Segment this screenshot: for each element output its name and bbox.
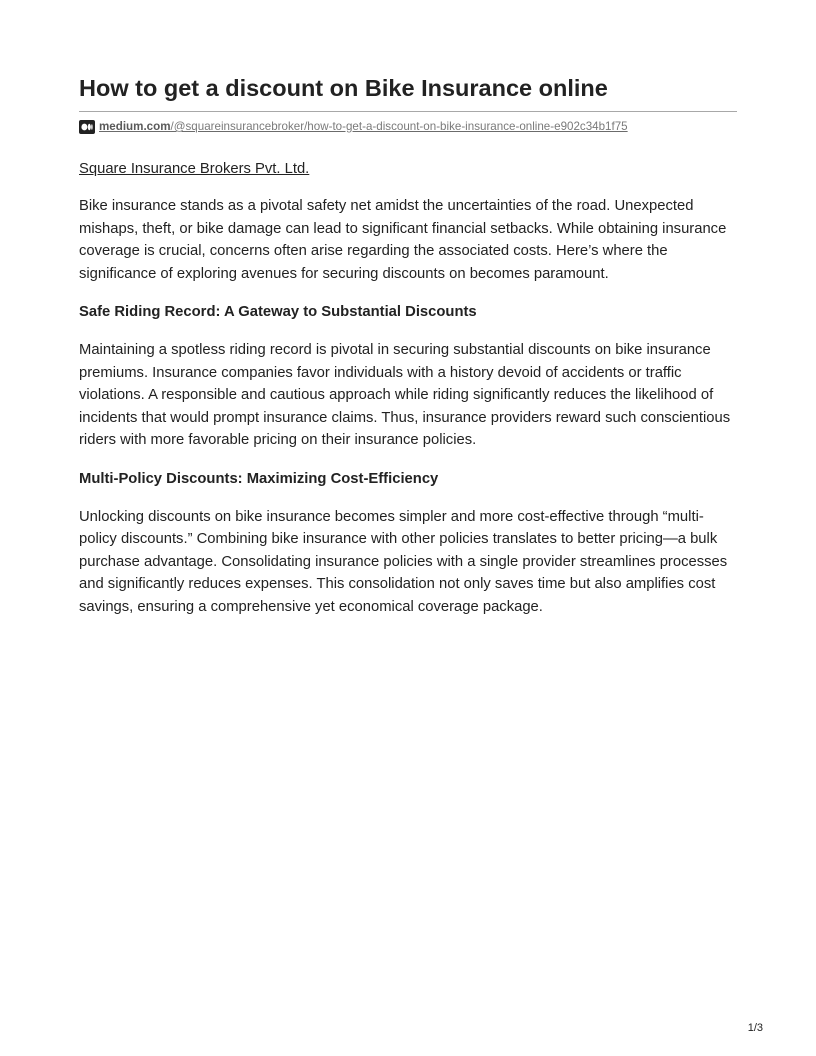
- intro-paragraph: Bike insurance stands as a pivotal safety net amidst the uncertainties of the road. Unexpected mishaps, theft, or bike damage can lead to significant financial setbacks. While obtaining insurance coverage is crucial, concerns often arise regarding the associated costs. Here’s where the significance of exploring avenues for securing discounts on becomes paramount.: [79, 198, 727, 282]
- section-body-safe-riding: Maintaining a spotless riding record is pivotal in securing substantial discounts on bike insurance premiums. Insurance companies favor individuals with a history devoid of accidents or traffic violations. A responsible and cautious approach while riding significantly reduces the likelihood of incidents that would prompt insurance claims. Thus, insurance providers reward such conscientious riders with more favorable pricing on their insurance policies.: [79, 342, 731, 448]
- page-number: 1/3: [747, 1022, 763, 1034]
- source-url-link[interactable]: [99, 119, 628, 135]
- section-heading-multi-policy: Multi-Policy Discounts: Maximizing Cost-Efficiency: [79, 470, 439, 487]
- source-domain: medium.com: [99, 120, 171, 133]
- title-divider: [79, 111, 737, 112]
- source-path: /@squareinsurancebroker/how-to-get-a-discount-on-bike-insurance-online-e902c34b1f75: [170, 120, 628, 133]
- page-title: How to get a discount on Bike Insurance online: [79, 75, 608, 101]
- source-line: [79, 119, 737, 135]
- author-link[interactable]: Square Insurance Brokers Pvt. Ltd.: [79, 161, 310, 177]
- section-body-multi-policy: Unlocking discounts on bike insurance becomes simpler and more cost-effective through “multi-policy discounts.” Combining bike insurance with other policies translates to better pricing—a bulk purchase advantage. Consolidating insurance policies with a single provider streamlines processes and significantly reduces expenses. This consolidation not only saves time but also amplifies cost savings, ensuring a comprehensive yet economical coverage package.: [79, 508, 728, 615]
- medium-logo-icon: [79, 120, 95, 134]
- document-page: [79, 73, 737, 618]
- section-heading-safe-riding: Safe Riding Record: A Gateway to Substantial Discounts: [79, 304, 477, 320]
